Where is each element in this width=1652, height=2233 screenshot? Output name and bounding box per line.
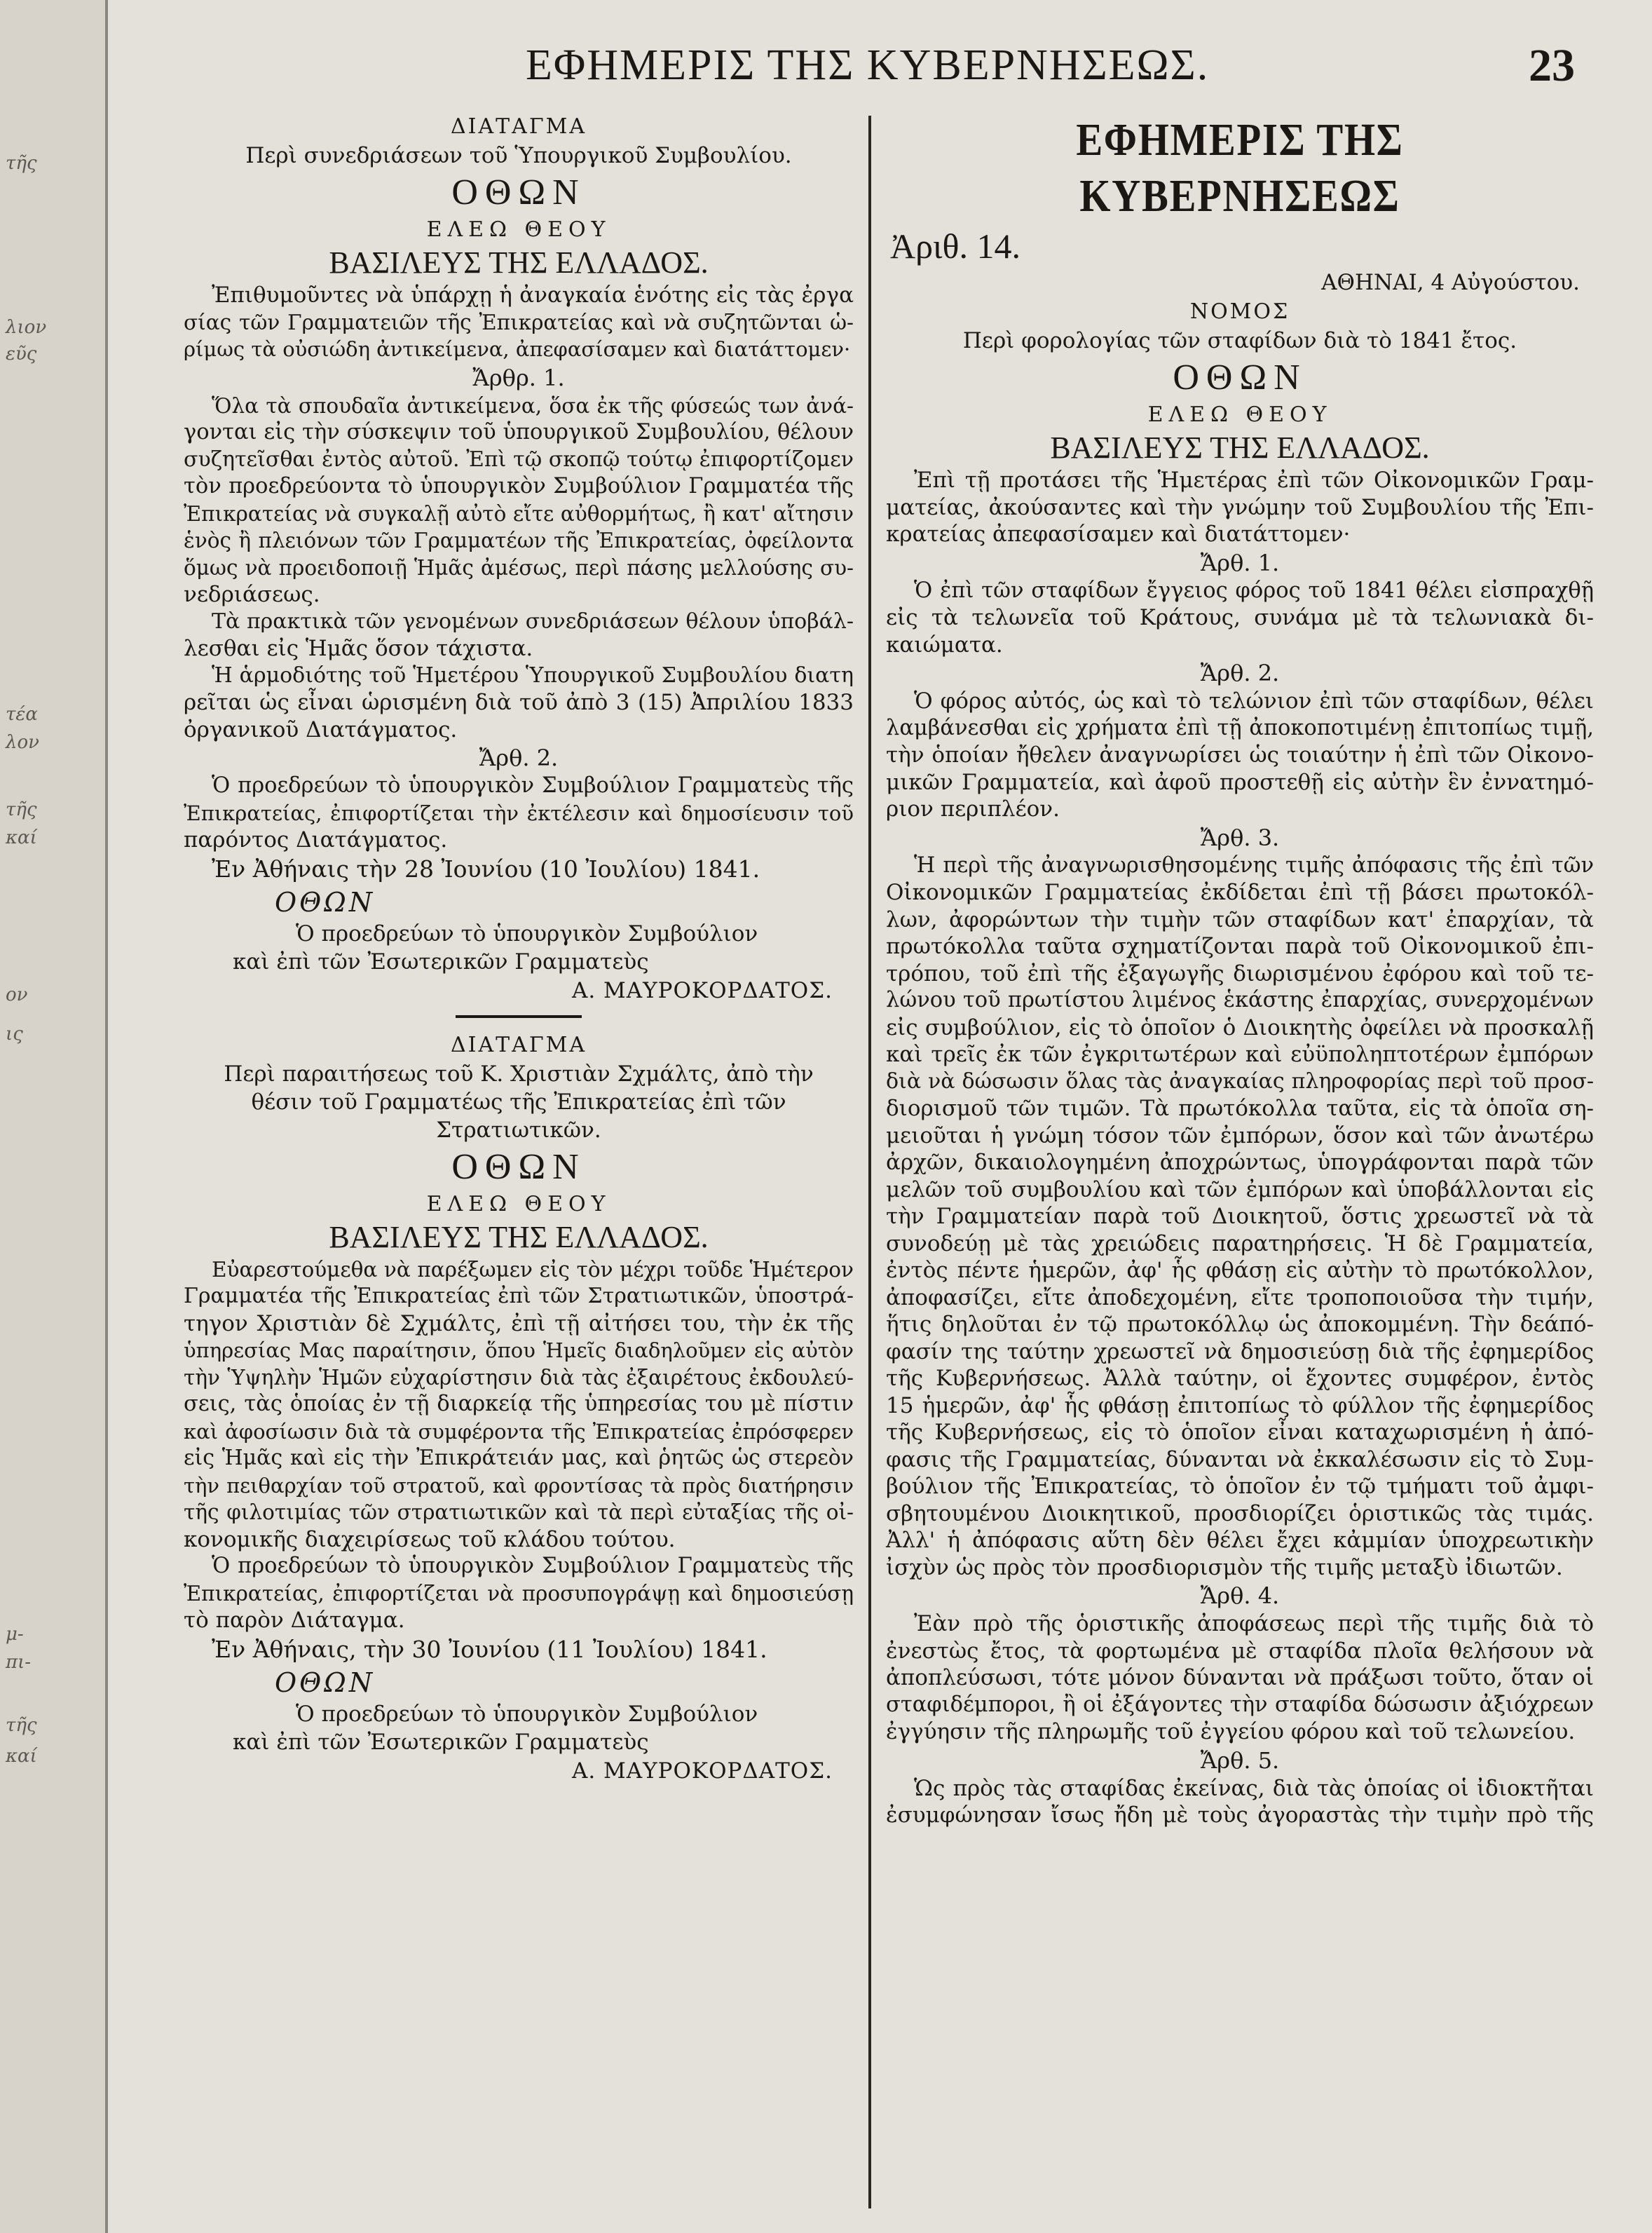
article-2-text	[886, 688, 1594, 823]
text-line: εἰς Ἡμᾶς καὶ εἰς τὴν Ἐπικράτειάν μας, καὶ ῥητῶς ὡς στερεὸν	[184, 1446, 854, 1470]
decree-subject-line: Στρατιωτικῶν.	[436, 1117, 601, 1143]
left-column	[184, 112, 854, 1786]
royal-title: ΒΑΣΙΛΕΥΣ ΤΗΣ ΕΛΛΑΔΟΣ.	[329, 1219, 709, 1254]
article-1-text	[886, 578, 1594, 659]
text-line: διὰ νὰ δώσωσιν ὅλας τὰς ἀναγκαίας πληροφορίας περὶ τοῦ προσ-	[886, 1068, 1594, 1094]
text-line: σταφιδέμποροι, ἢ οἱ ἐξάγοντες τὴν σταφίδα δώσωσιν ἀξιόχρεων	[886, 1692, 1594, 1717]
margin-fragment: εῦς	[6, 344, 37, 365]
text-line: κονομικῆς διαχειρίσεως τοῦ κλάδου τούτου.	[184, 1526, 676, 1552]
text-line: ὅμως νὰ προειδοποιῇ Ἡμᾶς ἀμέσως, περὶ πάσης μελλούσης συ-	[184, 555, 854, 580]
minister-signature: Α. ΜΑΥΡΟΚΟΡΔΑΤΟΣ.	[571, 977, 833, 1003]
decree-subject-line: Περὶ παραιτήσεως τοῦ Κ. Χριστιὰν Σχμάλτς, ἀπὸ τὴν	[224, 1061, 814, 1087]
text-line: Ἀλλ' ἡ ἀπόφασις αὕτη δὲν θέλει ἔχει κἀμμίαν ὑποχρεωτικὴν	[886, 1528, 1594, 1553]
countersign-line: καὶ ἐπὶ τῶν Ἐσωτερικῶν Γραμματεὺς	[233, 949, 649, 975]
margin-fragment: πι-	[6, 1652, 32, 1673]
text-line: τρόπου, τοῦ ἐπὶ τῆς ἐξαγωγῆς διωρισμένου ἐφόρου καὶ τοῦ τε-	[886, 961, 1594, 986]
countersign-line: Ὁ προεδρεύων τὸ ὑπουργικὸν Συμβούλιον	[296, 1701, 758, 1727]
running-title: ΕΦΗΜΕΡΙΣ ΤΗΣ ΚΥΒΕΡΝΗΣΕΩΣ.	[526, 41, 1210, 89]
text-line: φασίν της ταύτην χρεωστεῖ νὰ δημοσιεύσῃ διὰ τῆς ἐφημερίδος	[886, 1338, 1594, 1364]
text-line: καὶ τρεῖς ἐκ τῶν ἐγκριτωτέρων καὶ εὐϋποληπτοτέρων ἐμπόρων	[886, 1042, 1594, 1067]
article-1-text	[184, 393, 854, 744]
margin-fragment: ις	[6, 1024, 23, 1045]
text-line: Ἡ ἁρμοδιότης τοῦ Ἡμετέρου Ὑπουργικοῦ Συμβουλίου διατη	[212, 663, 854, 688]
text-line: σεις, τὰς ὁποίας ἐν τῇ διαρκείᾳ τῆς ὑπηρεσίας του μὲ πίστιν	[184, 1392, 854, 1416]
text-line: Ὡς πρὸς τὰς σταφίδας ἐκείνας, διὰ τὰς ὁποίας οἱ ἰδιοκτῆται	[914, 1775, 1594, 1801]
text-line: ἑνὸς ἢ πλειόνων τῶν Γραμματέων τῆς Ἐπικρατείας, ὀφείλοντα	[184, 529, 854, 552]
margin-fragment: τῆς	[6, 1715, 37, 1736]
text-line: Τὰ πρακτικὰ τῶν γενομένων συνεδριάσεων θέλουν ὑποβάλ-	[212, 609, 854, 634]
text-line: Ὁ προεδρεύων τὸ ὑπουργικὸν Συμβούλιον Γραμματεὺς τῆς	[212, 1554, 854, 1578]
text-line: εἰς συμβούλιον, εἰς τὸ ὁποῖον ὁ Διοικητὴς ὀφείλει νὰ προσκαλῇ	[886, 1014, 1594, 1040]
text-line: ἰσχὺν ὡς πρὸς τὸν προσδιορισμὸν τῆς τιμῆς μεταξὺ ἰδιωτῶν.	[886, 1554, 1563, 1580]
margin-fragment: τέα	[6, 704, 38, 725]
text-line: συνοδεύῃ μὲ τὰς χρειώδεις παρατηρήσεις. Ἡ δὲ Γραμματεία,	[886, 1230, 1594, 1256]
text-line: ἥτις δηλοῦται ἐν τῷ πρωτοκόλλῳ ὡς ἀποκομμένη. Τὴν δεάπό-	[886, 1312, 1594, 1337]
text-line: Ἐπικρατείας, ἐπιφορτίζεται νὰ προσυπογράψῃ καὶ δημοσιεύσῃ	[184, 1581, 854, 1606]
page-number: 23	[1529, 40, 1575, 91]
text-line: συζητεῖσθαι ἐντὸς αὐτοῦ. Ἐπὶ τῷ σκοπῷ τούτῳ ἐπιφορτίζομεν	[184, 447, 854, 472]
text-line: φασις τῆς Γραμματείας, δύνανται νὰ ἐκκαλέσωσιν εἰς τὸ Συμ-	[886, 1446, 1594, 1472]
text-line: Ἐπικρατείας, ἐπιφορτίζεται τὴν ἐκτέλεσιν καὶ δημοσίευσιν τοῦ	[184, 801, 854, 825]
margin-fragment: λον	[6, 732, 39, 753]
article-label: Ἄρθ. 2.	[1200, 660, 1280, 686]
article-label: Ἄρθ. 1.	[1200, 549, 1280, 576]
decree-body	[184, 1256, 854, 1634]
text-line: παρόντος Διατάγματος.	[184, 827, 448, 853]
text-line: Οἰκονομικῶν Γραμματείας ἐκδίδεται ἐπὶ τῇ βάσει πρωτοκόλ-	[886, 880, 1594, 905]
text-line: Γραμματέα τῆς Ἐπικρατείας ἐπὶ τῶν Στρατιωτικῶν, ὑποστρά-	[184, 1284, 854, 1308]
grace-of-god: ΕΛΕΩ ΘΕΟΥ	[1147, 402, 1332, 427]
grace-of-god: ΕΛΕΩ ΘΕΟΥ	[426, 1191, 611, 1216]
king-name: ΟΘΩΝ	[451, 1146, 586, 1187]
text-line: καὶ ἀφοσίωσιν διὰ τὰ συμφέροντα τῆς Ἐπικρατείας ἐπρόσφερεν	[184, 1419, 854, 1444]
text-line: πρωτόκολλα ταῦτα σχηματίζονται παρὰ τοῦ Οἰκονομικοῦ ἐπι-	[886, 934, 1594, 959]
text-line: γονται εἰς τὴν σύσκεψιν τοῦ ὑπουργικοῦ Συμβουλίου, θέλουν	[184, 420, 854, 444]
text-line: βούλιον τῆς Ἐπικρατείας, τὸ ὁποῖον ἐν τῷ τμήματι τοῦ ἀμφι-	[886, 1474, 1594, 1499]
countersign-line: καὶ ἐπὶ τῶν Ἐσωτερικῶν Γραμματεὺς	[233, 1729, 649, 1755]
text-line: ὑπηρεσίας Μας παραίτησιν, ὅπου Ἡμεῖς διαδηλοῦμεν εἰς αὐτὸν	[184, 1338, 854, 1362]
margin-fragment: καί	[6, 827, 37, 848]
text-line: νεδριάσεως.	[184, 582, 320, 607]
article-label: Ἄρθ. 4.	[1200, 1582, 1280, 1609]
text-line: σίας τῶν Γραμματειῶν τῆς Ἐπικρατείας καὶ νὰ συζητῶνται ὡ-	[184, 310, 854, 334]
text-line: Ὁ φόρος αὐτός, ὡς καὶ τὸ τελώνιον ἐπὶ τῶν σταφίδων, θέλει	[914, 688, 1594, 714]
text-line: ματείας, ἀκούσαντες καὶ τὴν γνώμην τοῦ Συμβουλίου τῆς Ἐπι-	[886, 494, 1594, 520]
column-divider	[868, 116, 871, 2208]
text-line: ἐνεστὼς ἔτος, τὰ φορτωμένα μὲ σταφίδα πλοῖα θελήσουν νὰ	[886, 1638, 1594, 1664]
page-header	[119, 36, 1575, 100]
king-name: ΟΘΩΝ	[1173, 358, 1307, 398]
section-separator	[456, 1015, 582, 1018]
text-line: τῆς Κυβερνήσεως. Ἀλλὰ ταύτην, οἱ ἔχοντες συμφέρον, ἐντὸς	[886, 1366, 1594, 1391]
minister-signature: Α. ΜΑΥΡΟΚΟΡΔΑΤΟΣ.	[571, 1758, 833, 1784]
text-line: ρίμως τὰ οὐσιώδη ἀντικείμενα, ἀπεφασίσαμεν καὶ διατάττομεν·	[184, 337, 851, 361]
decree-date: Ἐν Ἀθήναις τὴν 28 Ἰουνίου (10 Ἰουλίου) 1841.	[212, 855, 760, 883]
article-label: Ἄρθ. 3.	[1200, 824, 1280, 851]
text-line: ριον περιπλέον.	[886, 796, 1060, 822]
law-preamble	[886, 467, 1594, 548]
decree-1	[184, 112, 854, 1005]
article-label: Ἄρθ. 5.	[1200, 1746, 1280, 1774]
text-line: διορισμοῦ τῶν τιμῶν. Τὰ πρωτόκολλα ταῦτα, εἰς τὰ ὁποῖα ση-	[886, 1096, 1594, 1121]
royal-signature: ΟΘΩΝ	[275, 1667, 376, 1698]
article-3-text	[886, 853, 1594, 1582]
text-line: τὴν Γραμματείαν παρὰ τοῦ Διοικητοῦ, ὅστις χρεωστεῖ νὰ τὰ	[886, 1204, 1594, 1229]
article-label: Ἄρθρ. 1.	[472, 364, 565, 391]
text-line: τῆς Κυβερνήσεως, εἰς τὸ ὁποῖον εἶναι καταχωρισμένη ἡ ἀπό-	[886, 1420, 1594, 1445]
text-line: ἐντὸς πέντε ἡμερῶν, ἀφ' ἧς φθάσῃ εἰς αὐτὴν τὸ πρωτόκολλον,	[886, 1258, 1594, 1283]
text-line: λαμβάνεσθαι εἰς χρήματα ἐπὶ τῇ ἀποκοποτιμένῃ ἐπιτοπίως τιμῇ,	[886, 715, 1594, 740]
text-line: τὴν πειθαρχίαν τοῦ στρατοῦ, καὶ φροντίσας τὰ πρὸς διατήρησιν	[184, 1473, 854, 1498]
margin-fragment: λιον	[6, 317, 47, 338]
text-line: τηγον Χριστιὰν δὲ Σχμάλτς, ἐπὶ τῇ αἰτήσει του, τὴν ἐκ τῆς	[184, 1310, 854, 1336]
countersign-line: Ὁ προεδρεύων τὸ ὑπουργικὸν Συμβούλιον	[296, 921, 758, 946]
king-name: ΟΘΩΝ	[451, 172, 586, 212]
text-line: Ὅλα τὰ σπουδαῖα ἀντικείμενα, ὅσα ἐκ τῆς φύσεώς των ἀνά-	[212, 393, 854, 418]
text-line: 15 ἡμερῶν, ἀφ' ἧς φθάσῃ ἐπιτοπίως τὸ φύλλον τῆς ἐφημερίδος	[886, 1392, 1594, 1418]
text-line: μικῶν Γραμματεία, καὶ ἀφοῦ προστεθῇ εἰς αὐτὴν ἓν ἐννατημό-	[886, 769, 1594, 795]
text-line: τῆς φιλοτιμίας τῶν στρατιωτικῶν καὶ τὰ περὶ εὐταξίας τῆς οἰ-	[184, 1500, 854, 1524]
text-line: τὸν προεδρεύοντα τὸ ὑπουργικὸν Συμβούλιον Γραμματέα τῆς	[184, 474, 854, 498]
text-line: τὸ παρὸν Διάταγμα.	[184, 1608, 405, 1633]
text-line: ἀποπλεύσωσι, τότε μόνον δύνανται νὰ πράξωσι τοῦτο, ὅταν οἱ	[886, 1665, 1594, 1690]
margin-fragment: τῆς	[6, 153, 37, 174]
article-4-text	[886, 1610, 1594, 1746]
decree-heading: ΔΙΑΤΑΓΜΑ	[450, 1032, 587, 1057]
law-subject: Περὶ φορολογίας τῶν σταφίδων διὰ τὸ 1841 ἔτος.	[962, 328, 1517, 353]
decree-preamble	[184, 282, 854, 363]
text-line: καιώματα.	[886, 632, 1003, 658]
text-line: τὴν Ὑψηλὴν Ἡμῶν εὐχαρίστησιν διὰ τὰς ἐξαιρέτους ἐκδουλεύ-	[184, 1365, 854, 1390]
text-line: μελῶν τοῦ συμβουλίου καὶ τῶν ἐμπόρων καὶ ὑποβάλλονται εἰς	[886, 1176, 1594, 1202]
text-line: τὴν ὁποίαν ἤθελεν ἀναγνωρίσει ὡς τοιαύτην ἡ ἐπὶ τῶν Οἰκονο-	[886, 742, 1594, 768]
text-line: Ἐὰν πρὸ τῆς ὁριστικῆς ἀποφάσεως περὶ τῆς τιμῆς διὰ τὸ	[914, 1611, 1594, 1636]
royal-title: ΒΑΣΙΛΕΥΣ ΤΗΣ ΕΛΛΑΔΟΣ.	[329, 245, 709, 280]
decree-heading: ΔΙΑΤΑΓΜΑ	[450, 114, 587, 139]
text-line: εἰς τὰ τελωνεῖα τοῦ Κράτους, συνάμα μὲ τὰ τελωνιακὰ δι-	[886, 605, 1594, 630]
right-column	[886, 112, 1594, 1829]
margin-fragment: μ-	[6, 1624, 24, 1645]
text-line: ἀποφασίζει, εἴτε ἀποδεχομένη, εἴτε τροποποιοῦσα τὴν τιμήν,	[886, 1284, 1594, 1310]
text-line: Ὁ ἐπὶ τῶν σταφίδων ἔγγειος φόρος τοῦ 1841 θέλει εἰσπραχθῇ	[914, 578, 1594, 603]
grace-of-god: ΕΛΕΩ ΘΕΟΥ	[426, 217, 611, 242]
text-line: σβητουμένου Διοικητικοῦ, προσδιορίζει ὁριστικῶς τὰς τιμάς.	[886, 1500, 1594, 1526]
decree-2	[184, 1031, 854, 1786]
royal-signature: ΟΘΩΝ	[275, 886, 376, 918]
text-line: μειοῦται ἡ γνώμη τόσον τῶν ἐμπόρων, ὅσον καὶ τῶν ἀνωτέρω	[886, 1122, 1594, 1148]
text-line: λώνου τοῦ πρωτίστου λιμένος ἑκάστης ἐπαρχίας, συνερχομένων	[886, 988, 1594, 1012]
text-line: κρατείας ἀπεφασίσαμεν καὶ διατάττομεν·	[886, 522, 1351, 547]
text-line: Ἡ περὶ τῆς ἀναγνωρισθησομένης τιμῆς ἀπόφασις τῆς ἐπὶ τῶν	[914, 853, 1594, 878]
decree-subject: Περὶ συνεδριάσεων τοῦ Ὑπουργικοῦ Συμβουλίου.	[245, 143, 792, 168]
text-line: ρεῖται ὡς εἶναι ὡρισμένη διὰ τοῦ ἀπὸ 3 (15) Ἀπριλίου 1833	[184, 690, 854, 715]
text-line: Ἐπιθυμοῦντες νὰ ὑπάρχῃ ἡ ἀναγκαία ἑνότης εἰς τὰς ἐργα	[212, 283, 854, 308]
text-line: Ἐπικρατείας νὰ συγκαλῇ αὐτὸ εἴτε αὐθορμήτως, ἢ κατ' αἴτησιν	[184, 501, 854, 526]
decree-date: Ἐν Ἀθήναις, τὴν 30 Ἰουνίου (11 Ἰουλίου) 1841.	[212, 1635, 767, 1663]
margin-fragment: τῆς	[6, 799, 37, 820]
gazette-masthead: ΕΦΗΜΕΡΙΣ ΤΗΣ ΚΥΒΕΡΝΗΣΕΩΣ	[1076, 114, 1404, 222]
text-line: ἀρχῶν, δικαιολογημένη ἀποχρώντως, ὑπογράφονται παρὰ τῶν	[886, 1150, 1594, 1175]
text-line: λεσθαι εἰς Ἡμᾶς ὅσον τάχιστα.	[184, 636, 533, 661]
article-label: Ἄρθ. 2.	[479, 745, 559, 771]
text-line: ὀργανικοῦ Διατάγματος.	[184, 717, 458, 742]
adjacent-page-margin	[0, 0, 108, 2233]
text-line: Ὁ προεδρεύων τὸ ὑπουργικὸν Συμβούλιον Γραμματεὺς τῆς	[212, 773, 854, 798]
decree-subject-line: θέσιν τοῦ Γραμματέως τῆς Ἐπικρατείας ἐπὶ τῶν	[251, 1089, 786, 1115]
royal-title: ΒΑΣΙΛΕΥΣ ΤΗΣ ΕΛΛΑΔΟΣ.	[1050, 430, 1430, 465]
text-line: ἐσυμφώνησαν ἴσως ἤδη μὲ τοὺς ἀγοραστὰς τὴν τιμὴν πρὸ τῆς	[886, 1803, 1594, 1828]
article-5-text	[886, 1775, 1594, 1829]
margin-fragment: ον	[6, 984, 28, 1005]
law-heading: ΝΟΜΟΣ	[1189, 299, 1290, 324]
issue-number: Ἀριθ. 14.	[890, 226, 1020, 266]
dateline: ΑΘΗΝΑΙ, 4 Αὐγούστου.	[1321, 270, 1580, 295]
text-line: ἐγγύησιν τῆς πληρωμῆς τοῦ ἐγγείου φόρου καὶ τοῦ τελωνείου.	[886, 1719, 1576, 1744]
text-line: Εὐαρεστούμεθα νὰ παρέξωμεν εἰς τὸν μέχρι τοῦδε Ἡμέτερον	[212, 1257, 854, 1282]
margin-fragment: καί	[6, 1746, 37, 1767]
article-2-text	[184, 773, 854, 854]
text-line: Ἐπὶ τῇ προτάσει τῆς Ἡμετέρας ἐπὶ τῶν Οἰκονομικῶν Γραμ-	[914, 468, 1594, 493]
text-line: λων, ἀφορώντων τὴν τιμὴν τῶν σταφίδων κατ' ἐπαρχίαν, τὰ	[886, 907, 1594, 932]
